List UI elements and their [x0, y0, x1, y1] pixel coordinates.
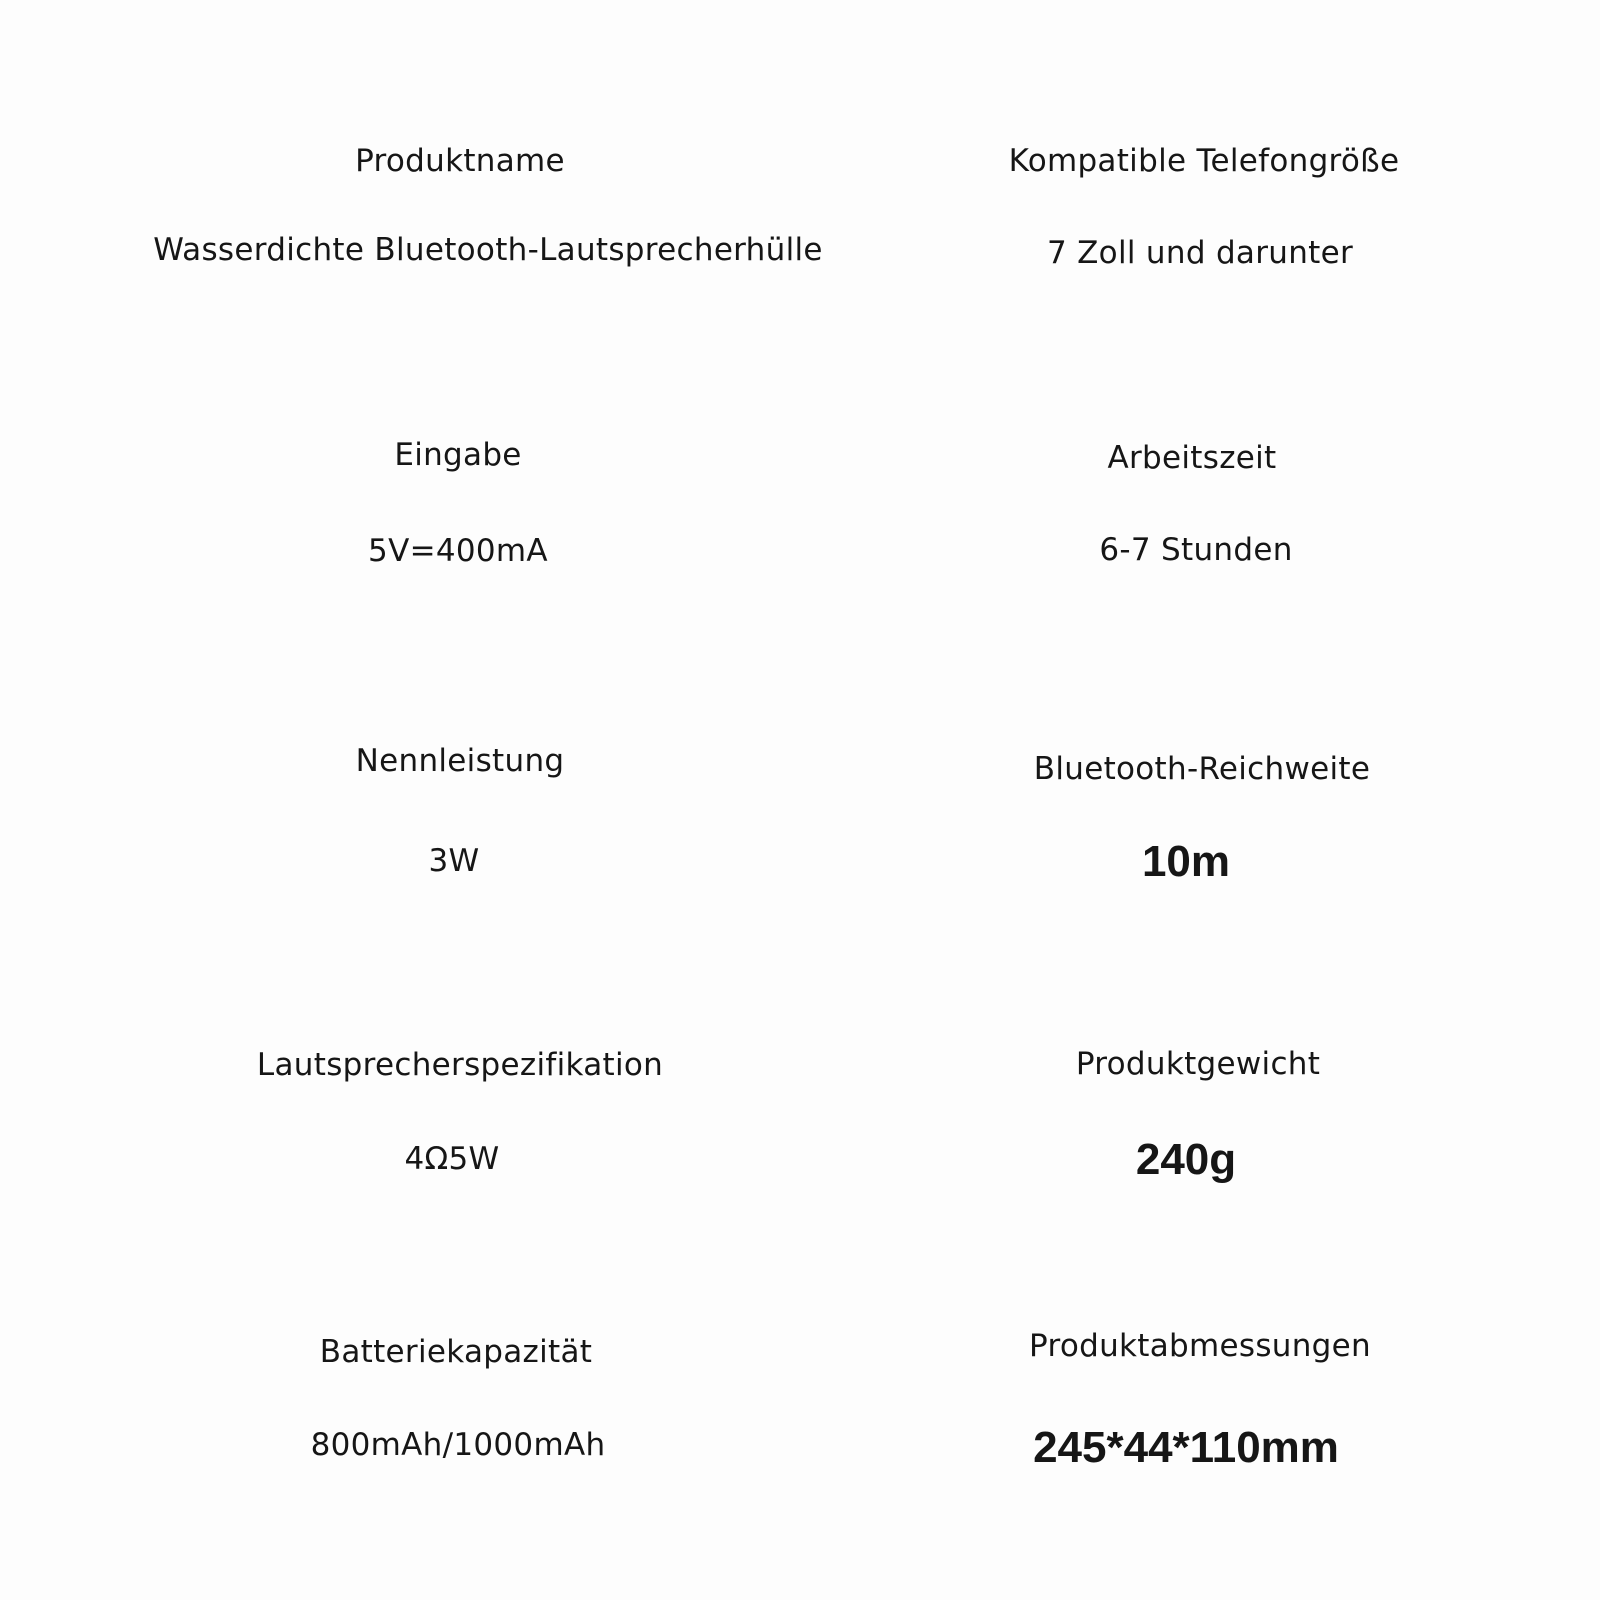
spec-label-rated-power: Nennleistung — [355, 743, 565, 779]
spec-label-bluetooth-range: Bluetooth-Reichweite — [1033, 751, 1371, 787]
spec-label-product-weight: Produktgewicht — [1075, 1046, 1321, 1082]
spec-value-product-name: Wasserdichte Bluetooth-Lautsprecherhülle — [153, 232, 823, 268]
spec-value-bluetooth-range: 10m — [1141, 837, 1231, 886]
spec-label-battery-capacity: Batteriekapazität — [319, 1334, 593, 1370]
spec-label-working-time: Arbeitszeit — [1107, 440, 1277, 476]
spec-value-rated-power: 3W — [428, 843, 480, 879]
spec-label-product-name: Produktname — [355, 143, 565, 179]
spec-value-compatible-phone-size: 7 Zoll und darunter — [1046, 235, 1354, 271]
spec-label-compatible-phone-size: Kompatible Telefongröße — [1008, 143, 1400, 179]
spec-label-input: Eingabe — [394, 437, 522, 473]
spec-value-product-dimensions: 245*44*110mm — [1033, 1423, 1339, 1472]
spec-value-speaker-spec: 4Ω5W — [404, 1141, 500, 1177]
spec-value-product-weight: 240g — [1135, 1135, 1237, 1184]
spec-label-product-dimensions: Produktabmessungen — [1029, 1328, 1371, 1364]
spec-value-battery-capacity: 800mAh/1000mAh — [310, 1427, 606, 1463]
spec-label-speaker-spec: Lautsprecherspezifikation — [256, 1047, 664, 1083]
spec-value-input: 5V=400mA — [368, 533, 548, 569]
spec-value-working-time: 6-7 Stunden — [1099, 532, 1293, 568]
